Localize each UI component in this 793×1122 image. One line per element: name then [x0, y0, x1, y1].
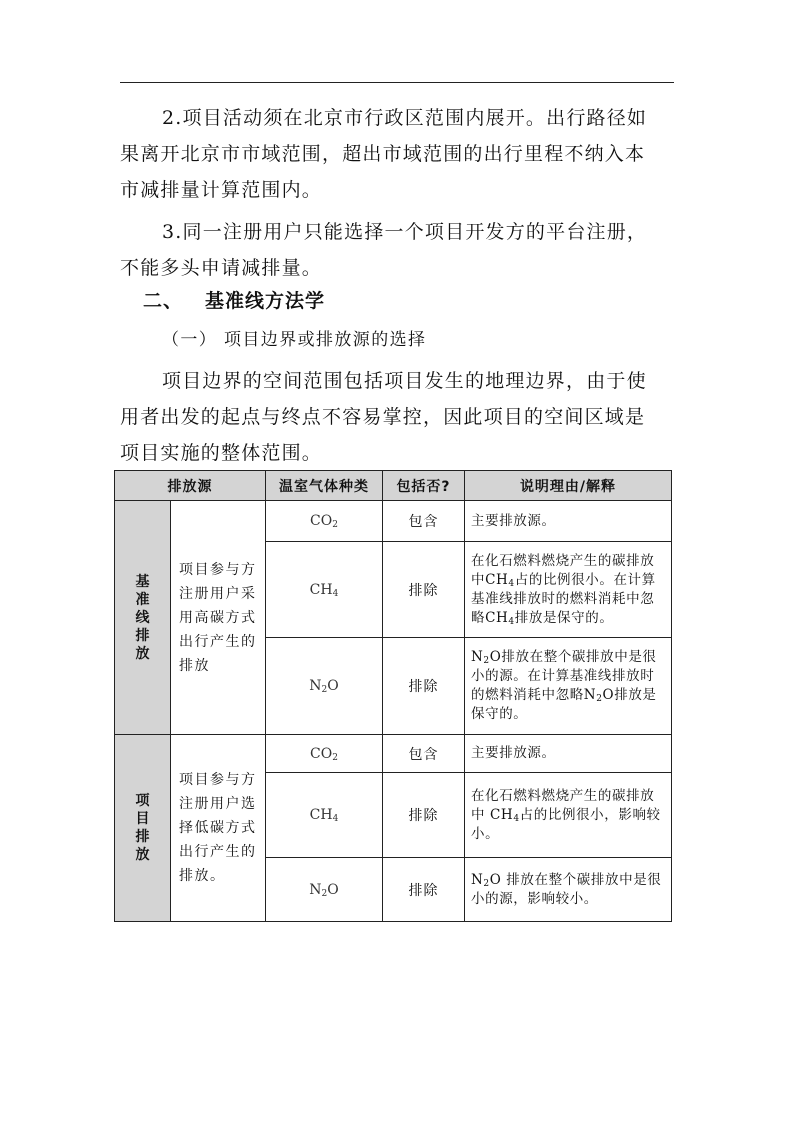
gas-cell: $CH_4$ [266, 542, 383, 638]
header-source: 排放源 [115, 471, 266, 501]
note-cell: 在化石燃料燃烧产生的碳排放中 $CH_4$占的比例很小，影响较小。 [465, 773, 672, 858]
subsection-heading: （一） 项目边界或排放源的选择 [162, 330, 427, 350]
header-explanation: 说明理由/解释 [465, 471, 672, 501]
included-cell: 排除 [383, 638, 465, 735]
included-cell: 排除 [383, 773, 465, 858]
note-cell: $N_2O$ 排放在整个碳排放中是很小的源，影响较小。 [465, 858, 672, 922]
table-row [115, 735, 672, 773]
header-included: 包括否? [383, 471, 465, 501]
included-cell: 排除 [383, 542, 465, 638]
gas-cell: $CO_2$ [266, 735, 383, 773]
included-cell: 包含 [383, 735, 465, 773]
group-label-project: 项目排放 [115, 735, 171, 922]
group-label-baseline: 基准线排放 [115, 501, 171, 735]
paragraph-item-2: 2.项目活动须在北京市行政区范围内展开。出行路径如 果离开北京市市域范围，超出市域范围的出行里程不纳入本 市减排量计算范围内。 [120, 107, 648, 201]
paragraph-item-3: 3.同一注册用户只能选择一个项目开发方的平台注册， 不能多头申请减排量。 [120, 221, 648, 279]
gas-cell: $N_2O$ [266, 638, 383, 735]
gas-cell: $CH_4$ [266, 773, 383, 858]
note-cell: $N_2O$排放在整个碳排放中是很小的源。在计算基准线排放时的燃料消耗中忽略$N_2O$排放是保守的。 [465, 638, 672, 735]
note-cell: 主要排放源。 [465, 501, 672, 542]
gas-cell: $CO_2$ [266, 501, 383, 542]
table-header-row [115, 471, 672, 501]
section-heading: 二、 基准线方法学 [143, 290, 326, 312]
table-row [115, 501, 672, 542]
note-cell: 主要排放源。 [465, 735, 672, 773]
group-description-project: 项目参与方注册用户选择低碳方式出行产生的排放。 [171, 735, 266, 922]
emission-source-table [114, 470, 672, 922]
header-gas: 温室气体种类 [266, 471, 383, 501]
gas-cell: $N_2O$ [266, 858, 383, 922]
group-description-baseline: 项目参与方注册用户采用高碳方式出行产生的排放 [171, 501, 266, 735]
note-cell: 在化石燃料燃烧产生的碳排放中$CH_4$占的比例很小。在计算基准线排放时的燃料消耗中忽略$CH_4$排放是保守的。 [465, 542, 672, 638]
header-rule [120, 82, 674, 83]
included-cell: 排除 [383, 858, 465, 922]
included-cell: 包含 [383, 501, 465, 542]
paragraph-boundary: 项目边界的空间范围包括项目发生的地理边界，由于使 用者出发的起点与终点不容易掌控，因此项目的空间区域是 项目实施的整体范围。 [120, 370, 647, 464]
